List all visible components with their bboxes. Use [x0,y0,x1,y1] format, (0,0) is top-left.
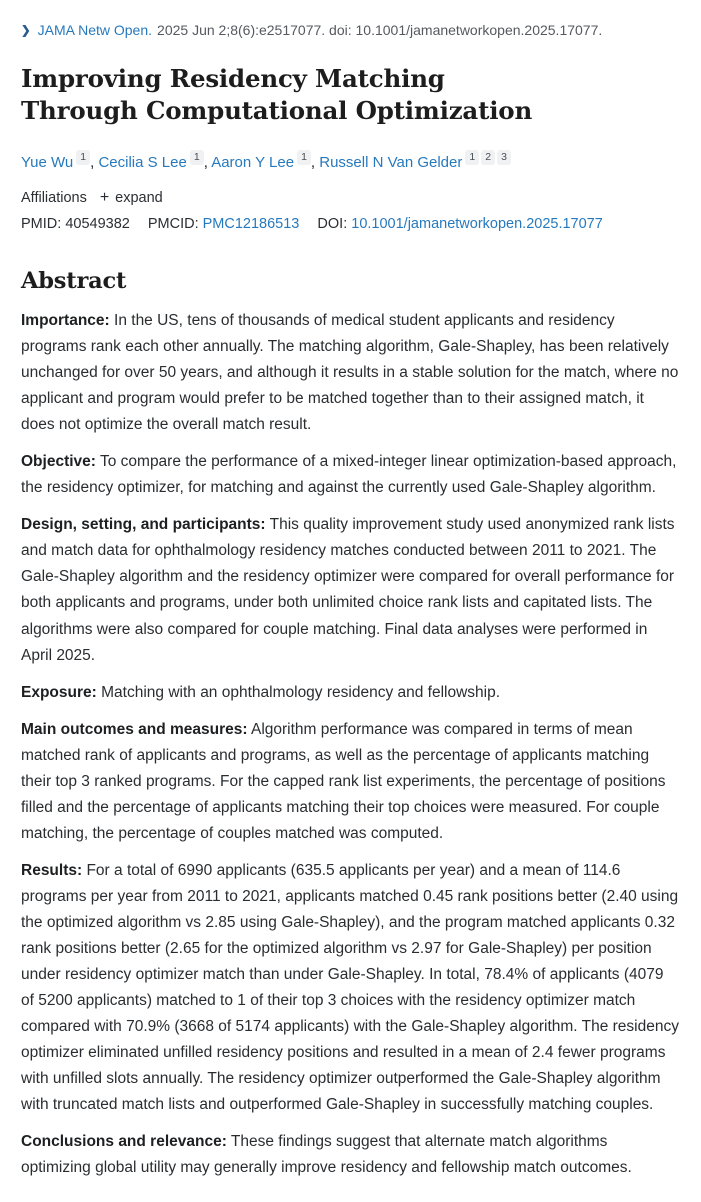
abstract-section [21,858,680,1118]
pmid-group [21,216,134,232]
citation-line [21,21,680,41]
abstract-section-text: To compare the performance of a mixed-integer linear optimization-based approach, the residency optimizer, for matching and against the currently used Gale-Shapley algorithm. [21,453,677,497]
author-link[interactable]: Yue Wu [21,154,74,172]
affiliations-label: Affiliations [21,190,87,207]
affiliation-superscript[interactable]: 1 [297,150,311,165]
abstract-section-text: Matching with an ophthalmology residency and fellowship. [96,683,501,701]
journal-link[interactable]: JAMA Netw Open. [37,22,153,38]
authors-list [21,151,680,175]
doi-label: DOI: [317,216,348,233]
doi-group [317,216,602,232]
author-separator: , [90,154,99,172]
author-link[interactable]: Aaron Y Lee [211,154,295,172]
chevron-right-icon: ❯ [21,25,31,37]
abstract-section [21,717,680,847]
abstract-section [21,449,680,501]
abstract-section [21,680,680,706]
citation-meta: 2025 Jun 2;8(6):e2517077. doi: 10.1001/jamanetworkopen.2025.17077. [157,22,603,38]
plus-icon: + [99,188,110,206]
affiliations-expand-button[interactable] [100,189,163,207]
abstract-section-text: For a total of 6990 applicants (635.5 applicants per year) and a mean of 114.6 programs per year from 2011 to 2021, applicants matched 0.45 rank positions better (2.40 using the optimized algorithm vs 2.85 using Gale-Shapley), and the program matched applicants 0.32 rank positions better (2.65 for the optimized algorithm vs 2.97 for Gale-Shapley) per position under residency optimizer match than under Gale-Shapley. In total, 78.4% of applicants (4079 of 5200 applicants) matched to 1 of their top 3 choices with the residency optimizer match compared with 70.9% (3668 of 5174 applicants) with the Gale-Shapley algorithm. The residency optimizer eliminated unfilled residency positions and resulted in a mean of 2.4 fewer programs with unfilled slots annually. The residency optimizer outperformed the Gale-Shapley algorithm with truncated match lists and outperformed Gale-Shapley in successfully matching couples. [21,861,679,1114]
page-title: Improving Residency Matching Through Computational Optimization [21,63,533,125]
author-link[interactable]: Cecilia S Lee [98,154,187,172]
pmcid-group [148,216,304,232]
abstract-section-label: Conclusions and relevance: [21,1133,227,1151]
abstract-section-label: Results: [21,861,83,879]
abstract-body [21,308,680,1181]
abstract-section-text: This quality improvement study used anonymized rank lists and match data for ophthalmology residency matches conducted between 2011 to 2021. The Gale-Shapley algorithm and the residency optimizer were compared for overall performance for both applicants and programs, under both unlimited choice rank lists and capitated lists. The algorithms were also compared for couple matching. Final data analyses were performed in April 2025. [21,516,675,664]
abstract-section [21,1129,680,1181]
abstract-section-label: Main outcomes and measures: [21,720,248,738]
pmid-label: PMID: [21,216,62,233]
abstract-section-label: Objective: [21,453,96,471]
abstract-section [21,512,680,668]
affiliation-superscript[interactable]: 1 [465,150,479,165]
abstract-section-text: Algorithm performance was compared in terms of mean matched rank of applicants and programs, as well as the percentage of applicants matching their top 3 ranked programs. For the capped rank list experiments, the percentage of positions filled and the percentage of applicants matching their top choices were measured. For couple matching, the percentage of couples matched was computed. [21,720,666,842]
author-separator: , [203,154,212,172]
abstract-section-text: In the US, tens of thousands of medical student applicants and residency programs rank each other annually. The matching algorithm, Gale-Shapley, has been relatively unchanged for over 50 years, and although it results in a stable solution for the match, where no applicant and program would prefer to be matched together than to their assigned match, it does not optimize the overall match result. [21,312,679,434]
affiliation-superscript[interactable]: 2 [481,150,495,165]
abstract-section-label: Importance: [21,312,110,330]
affiliations-row [21,189,680,207]
abstract-section-label: Exposure: [21,683,97,701]
abstract-heading: Abstract [21,268,127,295]
affiliation-superscript[interactable]: 3 [497,150,511,165]
affiliation-superscript[interactable]: 1 [190,150,204,165]
doi-link[interactable]: 10.1001/jamanetworkopen.2025.17077 [351,216,603,233]
pmid-value: 40549382 [65,216,130,233]
author-link[interactable]: Russell N Van Gelder [319,154,463,172]
affiliation-superscript[interactable]: 1 [76,150,90,165]
identifiers-row [21,216,680,232]
abstract-section [21,308,680,438]
abstract-section-label: Design, setting, and participants: [21,516,266,534]
abstract-section-text: These findings suggest that alternate match algorithms optimizing global utility may generally improve residency and fellowship match outcomes. [21,1133,632,1177]
pmcid-label: PMCID: [147,216,199,233]
affiliations-expand-label: expand [115,190,163,207]
pmcid-link[interactable]: PMC12186513 [202,216,300,233]
author-separator: , [310,154,320,172]
